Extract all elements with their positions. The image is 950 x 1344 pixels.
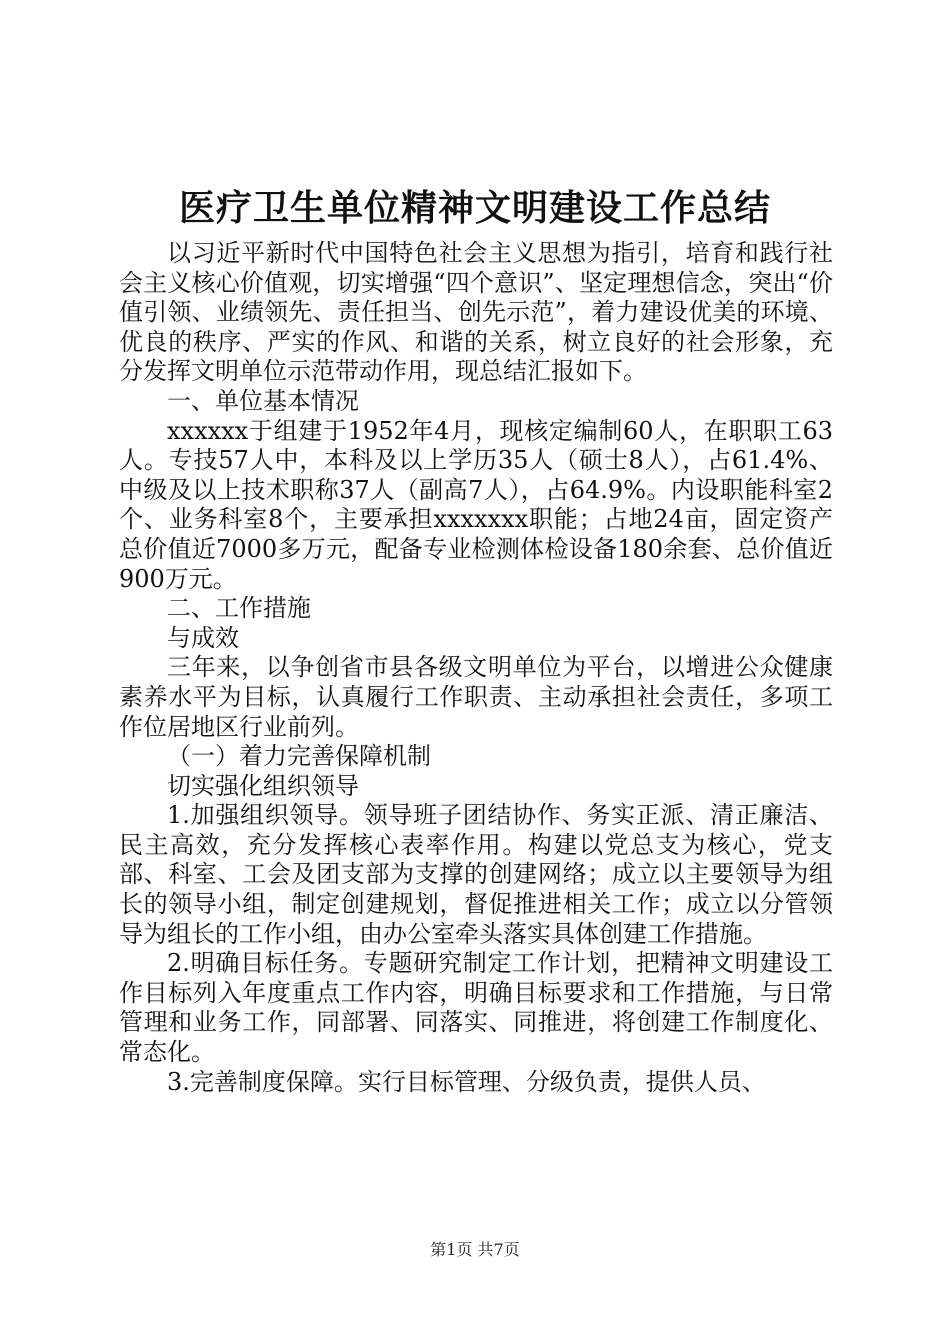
item-2-paragraph: 2.明确目标任务。专题研究制定工作计划，把精神文明建设工作目标列入年度重点工作内容，明确目标要求和工作措施，与日常管理和业务工作，同部署、同落实、同推进，将创建工作制度化、常态化。	[119, 949, 833, 1067]
section-heading-1: 一、单位基本情况	[167, 386, 359, 415]
page-footer: 第1页 共7页	[430, 1240, 520, 1259]
intro-paragraph: 以习近平新时代中国特色社会主义思想为指引，培育和践行社会主义核心价值观，切实增强“四个意识”、坚定理想信念，突出“价值引领、业绩领先、责任担当、创先示范”，着力建设优美的环境、优良的秩序、严实的作风、和谐的关系，树立良好的社会形象，充分发挥文明单位示范带动作用，现总结汇报如下。	[119, 239, 833, 386]
document-body	[119, 239, 833, 1097]
section-heading-2: 二、工作措施	[167, 594, 311, 623]
unit-info-paragraph: xxxxxx于组建于1952年4月，现核定编制60人，在职职工63人。专技57人中，本科及以上学历35人（硕士8人），占61.4%、中级及以上技术职称37人（副高7人），占64.9%。内设职能科室2个、业务科室8个，主要承担xxxxxxx职能；占地24亩，固定资产总价值近7000多万元，配备专业检测体检设备180余套、总价值近900万元。	[119, 416, 833, 593]
section-heading-2-cont: 与成效	[167, 623, 239, 652]
subsection-subheading: 切实强化组织领导	[167, 771, 359, 800]
item-3-paragraph: 3.完善制度保障。实行目标管理、分级负责，提供人员、	[167, 1067, 766, 1096]
achievements-paragraph: 三年来，以争创省市县各级文明单位为平台，以增进公众健康素养水平为目标，认真履行工作职责、主动承担社会责任，多项工作位居地区行业前列。	[119, 653, 833, 741]
subsection-heading-1: （一）着力完善保障机制	[167, 742, 431, 771]
item-1-paragraph: 1.加强组织领导。领导班子团结协作、务实正派、清正廉洁、民主高效，充分发挥核心表率作用。构建以党总支为核心，党支部、科室、工会及团支部为支撑的创建网络；成立以主要领导为组长的领导小组，制定创建规划，督促推进相关工作；成立以分管领导为组长的工作小组，由办公室牵头落实具体创建工作措施。	[119, 801, 833, 948]
document-title: 医疗卫生单位精神文明建设工作总结	[178, 187, 771, 229]
